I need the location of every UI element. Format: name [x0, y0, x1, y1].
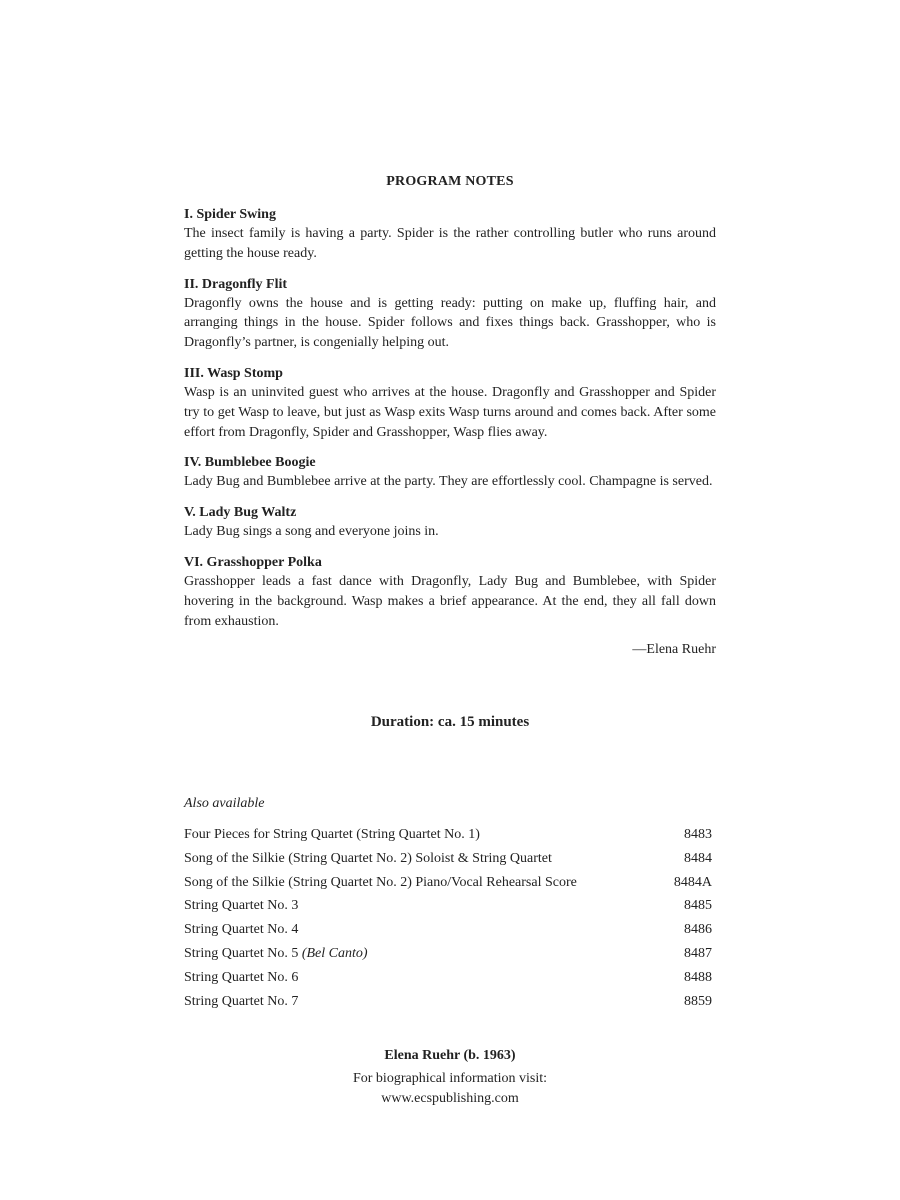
movement-title: I. Spider Swing [184, 207, 276, 222]
movement-description: Wasp is an uninvited guest who arrives at the house. Dragonfly and Grasshopper and Spider try to get Wasp to leave, but just as Wasp exits Wasp turns around and comes back. After some effort from Dragonfly, Spider and Grasshopper, Wasp flies away. [184, 384, 716, 440]
also-available-section [184, 796, 712, 1013]
catalog-row [184, 871, 712, 895]
catalog-title-wrap [184, 942, 368, 966]
page-title: PROGRAM NOTES [386, 174, 514, 189]
movement-1 [184, 205, 716, 264]
catalog-title: Four Pieces for String Quartet (String Quartet No. 1) [184, 827, 480, 842]
movement-description: Dragonfly owns the house and is getting ready: putting on make up, fluffing hair, and arranging things in the house. Spider follows and fixes things back. Grasshopper, who is Dragonfly’s partner, is congenially helping out. [184, 295, 716, 351]
footer [0, 1046, 900, 1109]
bio-line: For biographical information visit: [352, 1071, 548, 1086]
catalog-number: 8484 [684, 850, 712, 866]
catalog-title: Song of the Silkie (String Quartet No. 2) Piano/Vocal Rehearsal Score [184, 874, 577, 890]
movement-5 [184, 503, 716, 542]
duration-label: Duration: ca. 15 minutes [370, 714, 530, 730]
catalog-subtitle: (Bel Canto) [301, 945, 368, 961]
also-available-heading: Also available [184, 796, 265, 811]
catalog-row [184, 823, 712, 847]
catalog-row [184, 894, 712, 918]
movement-title: III. Wasp Stomp [184, 365, 283, 381]
catalog-title: String Quartet No. 7 [184, 993, 299, 1009]
catalog-number: 8487 [684, 945, 712, 961]
catalog-row [184, 966, 712, 990]
movement-description: Lady Bug and Bumblebee arrive at the party. They are effortlessly cool. Champagne is served. [184, 474, 713, 490]
movement-3 [184, 364, 716, 442]
catalog-row [184, 847, 712, 871]
catalog-row [184, 990, 712, 1014]
program-notes [184, 174, 716, 658]
catalog-title: String Quartet No. 6 [184, 969, 299, 985]
movement-6 [184, 553, 716, 631]
website-url: www.ecspublishing.com [381, 1091, 519, 1106]
catalog-number: 8859 [684, 993, 712, 1009]
catalog-number: 8485 [684, 898, 712, 914]
movement-title: V. Lady Bug Waltz [184, 505, 297, 521]
catalog-number: 8483 [684, 827, 712, 842]
movement-description: The insect family is having a party. Spider is the rather controlling butler who runs around getting the house ready. [184, 226, 716, 261]
catalog-number: 8486 [684, 922, 712, 938]
movement-title: II. Dragonfly Flit [184, 276, 288, 292]
composer-name: Elena Ruehr (b. 1963) [384, 1048, 516, 1063]
author-signature: —Elena Ruehr [632, 642, 716, 658]
catalog-number: 8488 [684, 969, 712, 985]
catalog-title: String Quartet No. 3 [184, 898, 299, 914]
catalog-row [184, 942, 712, 966]
movement-4 [184, 453, 716, 492]
movement-2 [184, 275, 716, 353]
movement-description: Lady Bug sings a song and everyone joins in. [184, 524, 439, 540]
movement-title: VI. Grasshopper Polka [184, 554, 322, 570]
catalog-title: Song of the Silkie (String Quartet No. 2) Soloist & String Quartet [184, 850, 552, 866]
movement-description: Grasshopper leads a fast dance with Dragonfly, Lady Bug and Bumblebee, with Spider hovering in the background. Wasp makes a brief appearance. At the end, they all fall down from exhaustion. [184, 573, 716, 629]
catalog-number: 8484A [673, 874, 712, 890]
catalog-title: String Quartet No. 4 [184, 922, 299, 938]
catalog-title: String Quartet No. 5 [184, 945, 299, 961]
catalog-row [184, 918, 712, 942]
movement-title: IV. Bumblebee Boogie [184, 455, 316, 471]
